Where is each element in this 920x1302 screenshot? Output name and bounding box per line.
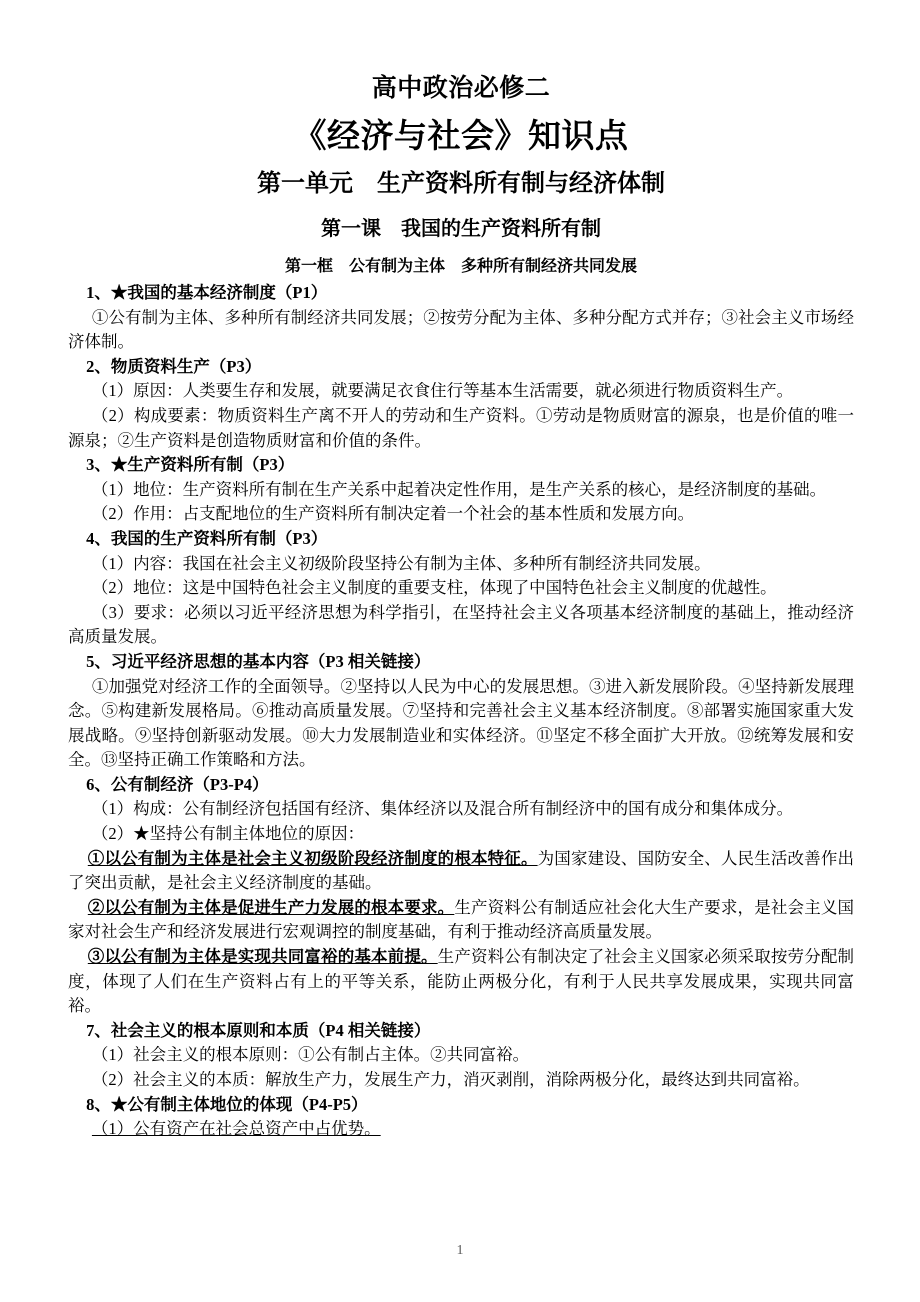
lesson-heading: 第一课 我国的生产资料所有制 (321, 218, 601, 240)
section-2-heading: 2、物质资料生产（P3） (86, 356, 262, 376)
document-supertitle: 高中政治必修二 (371, 75, 551, 102)
section-1-heading: 1、★我国的基本经济制度（P1） (86, 283, 328, 302)
section-1-paragraph-1: ①公有制为主体、多种所有制经济共同发展；②按劳分配为主体、多种分配方式并存；③社会主义市场经济体制。 (68, 307, 854, 352)
section-8-paragraph-1-underlined: （1）公有资产在社会总资产中占优势。 (91, 1119, 381, 1139)
section-4-paragraph-1: （1）内容：我国在社会主义初级阶段坚持公有制为主体、多种所有制经济共同发展。 (91, 553, 711, 573)
section-2-paragraph-2: （2）构成要素：物质资料生产离不开人的劳动和生产资料。①劳动是物质财富的源泉，也是价值的唯一源泉；②生产资料是创造物质财富和价值的条件。 (68, 405, 854, 450)
section-6-item-1-underlined: ①以公有制为主体是社会主义初级阶段经济制度的根本特征。 (87, 848, 538, 868)
section-3-heading: 3、★生产资料所有制（P3） (86, 455, 295, 475)
frame-heading: 第一框 公有制为主体 多种所有制经济共同发展 (284, 258, 637, 275)
section-6-item-3-underlined: ③以公有制为主体是实现共同富裕的基本前提。 (87, 947, 438, 967)
section-4-heading: 4、我国的生产资料所有制（P3） (86, 528, 328, 548)
section-7-paragraph-1: （1）社会主义的根本原则：①公有制占主体。②共同富裕。 (91, 1045, 530, 1065)
body-text (68, 281, 854, 1142)
document-content (68, 0, 854, 1142)
section-8-heading: 8、★公有制主体地位的体现（P4-P5） (86, 1094, 368, 1114)
section-6-paragraph-2: （2）★坚持公有制主体地位的原因： (91, 824, 365, 844)
section-5-heading: 5、习近平经济思想的基本内容（P3 相关链接） (86, 651, 431, 671)
section-6-item-1-rest: 为国家建设、国防安全、人民生活改善作出了突出贡献，是社会主义经济制度的基础。 (68, 848, 855, 893)
section-6-paragraph-1: （1）构成：公有制经济包括国有经济、集体经济以及混合所有制经济中的国有成分和集体成分。 (91, 799, 794, 819)
section-3-paragraph-1: （1）地位：生产资料所有制在生产关系中起着决定性作用，是生产关系的核心，是经济制度的基础。 (91, 479, 827, 499)
document-main-title: 《经济与社会》知识点 (293, 119, 629, 155)
section-3-paragraph-2: （2）作用：占支配地位的生产资料所有制决定着一个社会的基本性质和发展方向。 (91, 504, 695, 524)
section-6-item-3-rest: 生产资料公有制决定了社会主义国家必须采取按劳分配制度，体现了人们在生产资料占有上的平等关系，能防止两极分化，有利于人民共享发展成果，实现共同富裕。 (68, 947, 855, 1016)
section-5-paragraph-1: ①加强党对经济工作的全面领导。②坚持以人民为中心的发展思想。③进入新发展阶段。④坚持新发展理念。⑤构建新发展格局。⑥推动高质量发展。⑦坚持和完善社会主义基本经济制度。⑧部署实施国家重大发展战略。⑨坚持创新驱动发展。⑩大力发展制造业和实体经济。⑪坚定不移全面扩大开放。⑫统筹发展和安全。⑬坚持正确工作策略和方法。 (68, 676, 854, 770)
section-6-heading: 6、公有制经济（P3-P4） (86, 774, 269, 794)
section-7-paragraph-2: （2）社会主义的本质：解放生产力，发展生产力，消灭剥削，消除两极分化，最终达到共同富裕。 (91, 1070, 810, 1089)
section-6-item-3 (68, 945, 854, 1019)
unit-heading: 第一单元 生产资料所有制与经济体制 (257, 171, 665, 197)
section-4-paragraph-2: （2）地位：这是中国特色社会主义制度的重要支柱，体现了中国特色社会主义制度的优越性。 (91, 578, 777, 598)
section-6-item-2-underlined: ②以公有制为主体是促进生产力发展的根本要求。 (87, 897, 455, 917)
section-6-item-2 (68, 896, 854, 945)
section-7-heading: 7、社会主义的根本原则和本质（P4 相关链接） (86, 1020, 431, 1040)
section-6-item-1 (68, 847, 854, 896)
section-2-paragraph-1: （1）原因：人类要生存和发展，就要满足衣食住行等基本生活需要，就必须进行物质资料生产。 (91, 381, 794, 401)
page-number: 1 (456, 1243, 464, 1258)
section-6-item-2-rest: 生产资料公有制适应社会化大生产要求，是社会主义国家对社会生产和经济发展进行宏观调控的制度基础，有利于推动经济高质量发展。 (68, 897, 855, 942)
section-8-paragraph-1 (68, 1117, 854, 1142)
section-4-paragraph-3: （3）要求：必须以习近平经济思想为科学指引，在坚持社会主义各项基本经济制度的基础上，推动经济高质量发展。 (68, 602, 854, 647)
